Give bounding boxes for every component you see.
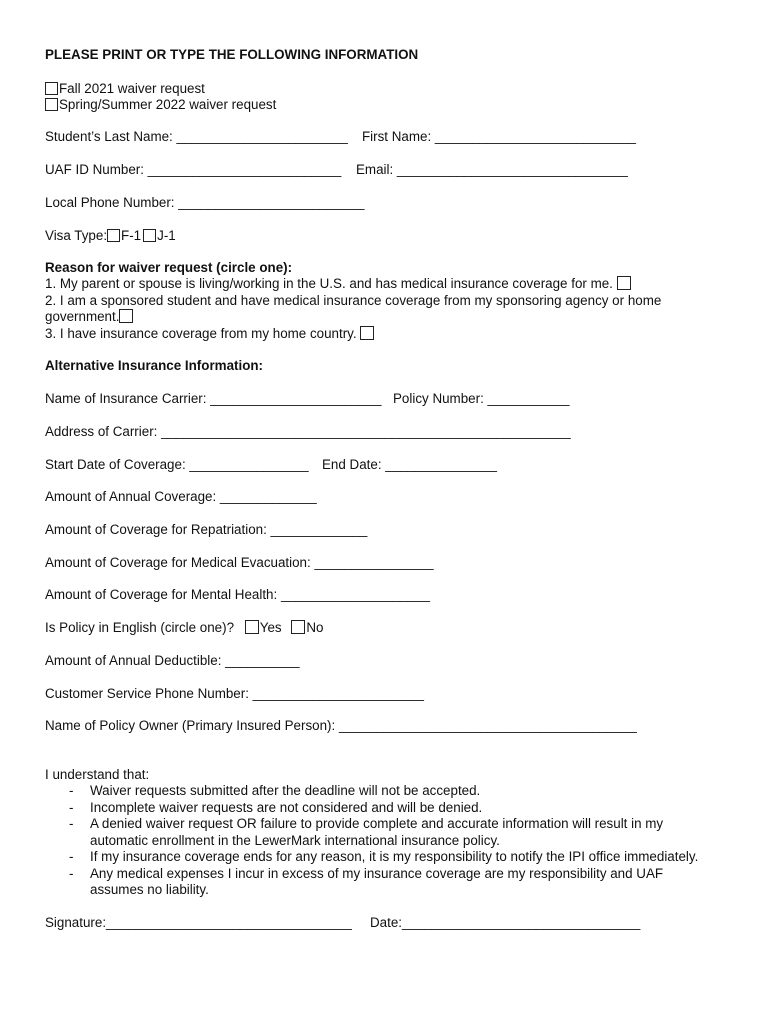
waiver-option-spring[interactable]	[45, 97, 276, 113]
policy-owner-field[interactable]: Name of Policy Owner (Primary Insured Person): ________________________________________	[45, 718, 637, 733]
english-yes-label: Yes	[259, 620, 282, 635]
checkbox-fall-waiver[interactable]	[45, 82, 58, 95]
english-no-label: No	[306, 620, 324, 635]
reason-2[interactable]	[45, 309, 134, 325]
local-phone-field[interactable]: Local Phone Number: _________________________	[45, 195, 365, 210]
start-date-field[interactable]: Start Date of Coverage: ________________	[45, 457, 309, 472]
reason-3[interactable]	[45, 326, 375, 342]
date-field[interactable]: Date:________________________________	[370, 915, 641, 930]
checkbox-reason-2[interactable]	[119, 309, 133, 323]
fall-waiver-label: Fall 2021 waiver request	[59, 81, 205, 96]
understand-item: - Waiver requests submitted after the deadline will not be accepted.	[69, 783, 481, 798]
waiver-option-fall[interactable]	[45, 81, 205, 97]
policy-number-field[interactable]: Policy Number: ___________	[393, 391, 570, 406]
reason-1-label: 1. My parent or spouse is living/working in the U.S. and has medical insurance coverage for me.	[45, 276, 613, 291]
reason-2-line1: 2. I am a sponsored student and have medical insurance coverage from my sponsoring agency or home	[45, 293, 662, 308]
checkbox-visa-j1[interactable]	[143, 229, 156, 242]
understand-item: - If my insurance coverage ends for any reason, it is my responsibility to notify the IPI office immediately.	[69, 849, 699, 864]
policy-english-row	[45, 620, 324, 636]
visa-j1-label: J-1	[157, 228, 176, 243]
insurance-carrier-field[interactable]: Name of Insurance Carrier: _______________________	[45, 391, 382, 406]
understand-label: I understand that:	[45, 767, 150, 782]
visa-type-row	[45, 228, 176, 244]
alternative-insurance-heading: Alternative Insurance Information:	[45, 358, 264, 373]
checkbox-english-no[interactable]	[291, 620, 305, 634]
repatriation-coverage-field[interactable]: Amount of Coverage for Repatriation: _____________	[45, 522, 368, 537]
reason-3-label: 3. I have insurance coverage from my home country.	[45, 326, 357, 341]
carrier-address-field[interactable]: Address of Carrier: _______________________________________________________	[45, 424, 571, 439]
medical-evacuation-coverage-field[interactable]: Amount of Coverage for Medical Evacuation: ________________	[45, 555, 434, 570]
reason-2-label: government.	[45, 309, 120, 324]
uaf-id-field[interactable]: UAF ID Number: __________________________	[45, 162, 342, 177]
form-heading: PLEASE PRINT OR TYPE THE FOLLOWING INFORMATION	[45, 47, 419, 62]
checkbox-visa-f1[interactable]	[107, 229, 120, 242]
end-date-field[interactable]: End Date: _______________	[322, 457, 497, 472]
customer-service-phone-field[interactable]: Customer Service Phone Number: _______________________	[45, 686, 424, 701]
understand-item: - Any medical expenses I incur in excess of my insurance coverage are my responsibility and UAF assumes no liability.	[69, 865, 664, 897]
annual-coverage-field[interactable]: Amount of Annual Coverage: _____________	[45, 489, 317, 504]
visa-f1-label: F-1	[121, 228, 142, 243]
first-name-field[interactable]: First Name: ___________________________	[362, 129, 636, 144]
checkbox-reason-1[interactable]	[617, 276, 631, 290]
visa-type-label: Visa Type:	[45, 228, 108, 243]
checkbox-english-yes[interactable]	[245, 620, 259, 634]
signature-field[interactable]: Signature:_________________________________	[45, 915, 352, 930]
understand-item: - Incomplete waiver requests are not considered and will be denied.	[69, 799, 483, 815]
reason-1[interactable]	[45, 276, 632, 292]
student-last-name-field[interactable]: Student’s Last Name: _______________________	[45, 129, 348, 144]
understand-item: - A denied waiver request OR failure to provide complete and accurate information will result in my automatic enrollment in the LewerMark international insurance policy.	[69, 816, 664, 848]
spring-waiver-label: Spring/Summer 2022 waiver request	[59, 97, 277, 112]
email-field[interactable]: Email: _______________________________	[356, 162, 628, 177]
reason-heading: Reason for waiver request (circle one):	[45, 260, 293, 275]
policy-english-label: Is Policy in English (circle one)?	[45, 620, 235, 635]
understand-list	[45, 783, 735, 899]
checkbox-reason-3[interactable]	[360, 326, 374, 340]
annual-deductible-field[interactable]: Amount of Annual Deductible: __________	[45, 653, 300, 668]
checkbox-spring-waiver[interactable]	[45, 98, 58, 111]
mental-health-coverage-field[interactable]: Amount of Coverage for Mental Health: ____________________	[45, 587, 430, 602]
